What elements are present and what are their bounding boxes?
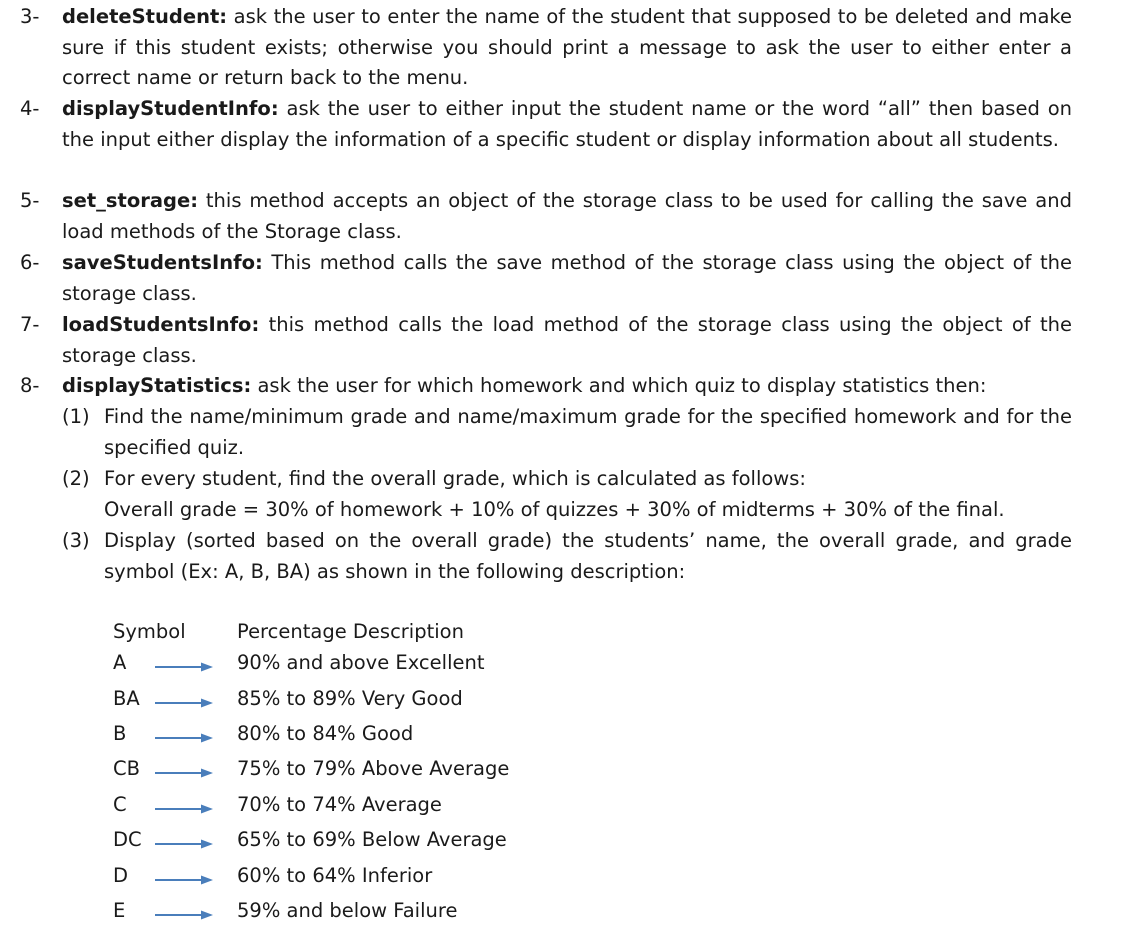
method-name: saveStudentsInfo: bbox=[62, 251, 263, 274]
grade-row-D bbox=[0, 861, 700, 891]
sub-item-text: Find the name/minimum grade and name/maximum grade for the specified homework and for the specified quiz. bbox=[104, 405, 1072, 459]
right-arrow-icon bbox=[155, 733, 213, 743]
grade-symbol: BA bbox=[113, 687, 140, 710]
item-number: 6- bbox=[20, 251, 40, 274]
grade-description: 75% to 79% Above Average bbox=[237, 757, 510, 780]
grade-table-header bbox=[0, 617, 700, 647]
grade-symbol: C bbox=[113, 793, 127, 816]
grade-description: 65% to 69% Below Average bbox=[237, 828, 507, 851]
sub-item-number: (2) bbox=[62, 467, 90, 490]
sub-item-2 bbox=[62, 464, 1072, 525]
item-number: 4- bbox=[20, 97, 40, 120]
method-name: displayStudentInfo: bbox=[62, 97, 279, 120]
item-body bbox=[62, 94, 1072, 155]
method-description: This method calls the save method of the storage class using the object of the storage class. bbox=[62, 251, 1072, 305]
right-arrow-icon bbox=[155, 768, 213, 778]
item-number: 5- bbox=[20, 189, 40, 212]
grade-description: 60% to 64% Inferior bbox=[237, 864, 433, 887]
right-arrow-icon bbox=[155, 910, 213, 920]
grade-symbol: DC bbox=[113, 828, 142, 851]
symbol-column-header: Symbol bbox=[113, 620, 186, 643]
item-number: 7- bbox=[20, 313, 40, 336]
method-name: loadStudentsInfo: bbox=[62, 313, 260, 336]
grade-symbol: B bbox=[113, 722, 127, 745]
item-body bbox=[62, 310, 1072, 371]
right-arrow-icon bbox=[155, 804, 213, 814]
grade-symbol: E bbox=[113, 899, 126, 922]
item-body bbox=[62, 186, 1072, 247]
grade-row-BA bbox=[0, 684, 700, 714]
grade-row-E bbox=[0, 896, 700, 926]
grade-row-A bbox=[0, 648, 700, 678]
sub-item-1 bbox=[62, 402, 1072, 463]
grade-description: 59% and below Failure bbox=[237, 899, 458, 922]
grade-row-DC bbox=[0, 825, 700, 855]
item-body bbox=[62, 248, 1072, 309]
list-item-loadStudentsInfo bbox=[20, 310, 1072, 371]
overall-grade-formula: Overall grade = 30% of homework + 10% of quizzes + 30% of midterms + 30% of the final. bbox=[104, 497, 1005, 521]
method-description: ask the user to enter the name of the student that supposed to be deleted and make sure if this student exists; otherwise you should print a message to ask the user to either enter a correct name or return back to the menu. bbox=[62, 5, 1072, 90]
method-description: ask the user for which homework and which quiz to display statistics then: bbox=[251, 374, 987, 397]
sub-item-number: (3) bbox=[62, 529, 90, 552]
grade-description: 90% and above Excellent bbox=[237, 651, 485, 674]
grade-symbol: CB bbox=[113, 757, 140, 780]
method-description: ask the user to either input the student name or the word “all” then based on the input either display the information of a specific student or display information about all students. bbox=[62, 97, 1072, 151]
list-item-saveStudentsInfo bbox=[20, 248, 1072, 309]
sub-item-text: For every student, find the overall grade, which is calculated as follows: bbox=[104, 467, 806, 490]
right-arrow-icon bbox=[155, 662, 213, 672]
grade-description: 70% to 74% Average bbox=[237, 793, 442, 816]
grade-row-CB bbox=[0, 754, 700, 784]
grade-description: 80% to 84% Good bbox=[237, 722, 414, 745]
description-column-header: Percentage Description bbox=[237, 620, 464, 643]
sub-item-text: Display (sorted based on the overall grade) the students’ name, the overall grade, and grade symbol (Ex: A, B, BA) as shown in the following description: bbox=[104, 529, 1072, 583]
method-description: this method accepts an object of the storage class to be used for calling the save and load methods of the Storage class. bbox=[62, 189, 1072, 243]
right-arrow-icon bbox=[155, 875, 213, 885]
item-body bbox=[62, 371, 1072, 402]
list-item-deleteStudent bbox=[20, 2, 1072, 94]
list-item-set-storage bbox=[20, 186, 1072, 247]
method-name: set_storage: bbox=[62, 189, 198, 212]
right-arrow-icon bbox=[155, 698, 213, 708]
item-number: 3- bbox=[20, 5, 40, 28]
grade-description: 85% to 89% Very Good bbox=[237, 687, 463, 710]
grade-row-B bbox=[0, 719, 700, 749]
right-arrow-icon bbox=[155, 839, 213, 849]
item-number: 8- bbox=[20, 374, 40, 397]
method-name: deleteStudent: bbox=[62, 5, 228, 28]
list-item-displayStatistics bbox=[20, 371, 1072, 402]
method-description: this method calls the load method of the storage class using the object of the storage class. bbox=[62, 313, 1072, 367]
item-body bbox=[62, 2, 1072, 94]
grade-row-C bbox=[0, 790, 700, 820]
method-name: displayStatistics: bbox=[62, 374, 252, 397]
list-item-displayStudentInfo bbox=[20, 94, 1072, 155]
sub-item-3 bbox=[62, 526, 1072, 587]
grade-symbol: A bbox=[113, 651, 127, 674]
grade-symbol: D bbox=[113, 864, 129, 887]
sub-item-number: (1) bbox=[62, 405, 90, 428]
